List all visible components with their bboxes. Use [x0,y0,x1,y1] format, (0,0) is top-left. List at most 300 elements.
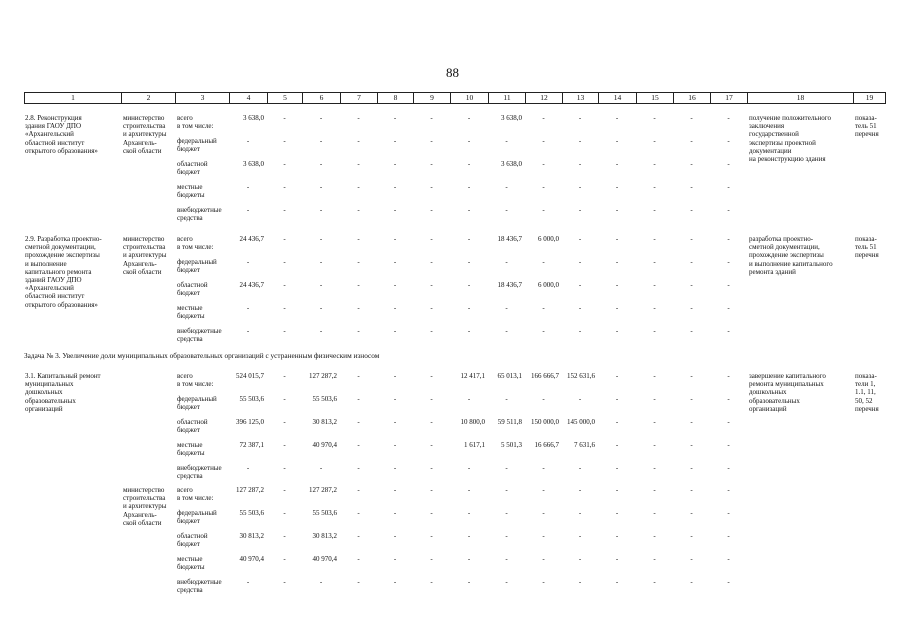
funding-value: - [467,160,471,168]
measure-name: 3.1. Капитальный ремонт муниципальных дошкольных образовательных организаций [25,372,101,413]
funding-value: - [615,509,619,517]
funding-value: - [578,114,582,122]
funding-value: - [690,281,693,289]
funding-value: - [578,509,582,517]
funding-value: - [578,578,582,586]
funding-value: 18 436,7 [497,281,522,289]
funding-value: 6 000,0 [538,281,559,289]
funding-value: - [319,327,323,335]
funding-value: - [653,532,656,540]
funding-value: 55 503,6 [239,509,264,517]
funding-value: - [393,183,397,191]
funding-value: 524 015,7 [236,372,264,380]
funding-value: - [467,137,471,145]
funding-value: - [653,183,656,191]
funding-value: - [727,464,730,472]
funding-value: - [505,304,508,312]
funding-value: - [283,578,286,586]
funding-value: - [615,304,619,312]
funding-value: - [578,486,582,494]
funding-value: - [727,137,730,145]
funding-value: - [393,486,397,494]
funding-value: - [615,578,619,586]
funding-value: - [690,183,693,191]
funding-value: - [393,160,397,168]
funding-value: - [615,418,619,426]
funding-source: внебюджетные средства [177,464,222,481]
funding-value: - [653,555,656,563]
funding-source: всего в том числе: [177,372,214,389]
funding-value: - [467,183,471,191]
funding-value: - [467,464,471,472]
funding-value: - [578,183,582,191]
funding-value: - [357,418,360,426]
funding-value: 127 287,2 [309,486,337,494]
funding-value: - [653,114,656,122]
funding-value: - [467,114,471,122]
funding-source: всего в том числе: [177,486,214,503]
funding-value: 24 436,7 [239,235,264,243]
funding-value: - [690,235,693,243]
funding-value: - [357,578,360,586]
funding-value: - [578,532,582,540]
column-number-7: 7 [341,93,378,104]
funding-value: - [578,464,582,472]
funding-value: - [283,532,286,540]
funding-value: - [283,395,286,403]
funding-value: - [283,258,286,266]
funding-value: - [690,137,693,145]
funding-value: 150 000,0 [531,418,559,426]
funding-value: - [615,114,619,122]
funding-value: - [467,304,471,312]
funding-value: - [615,160,619,168]
funding-value: - [727,578,730,586]
funding-value: - [430,532,433,540]
funding-value: - [357,160,360,168]
funding-value: - [505,532,508,540]
funding-value: - [319,114,323,122]
funding-value: - [653,160,656,168]
funding-value: - [615,206,619,214]
funding-value: - [653,464,656,472]
funding-value: - [578,281,582,289]
funding-value: - [357,281,360,289]
target-indicator: показа- тель 51 перечня [855,235,879,260]
funding-value: - [467,235,471,243]
funding-value: - [283,509,286,517]
funding-value: - [393,555,397,563]
funding-value: - [727,486,730,494]
funding-value: - [393,532,397,540]
funding-value: - [727,327,730,335]
funding-value: - [690,114,693,122]
funding-value: 3 638,0 [501,160,522,168]
funding-value: - [578,395,582,403]
funding-value: - [393,509,397,517]
funding-value: - [578,555,582,563]
funding-value: - [319,304,323,312]
funding-value: - [615,183,619,191]
funding-value: - [430,235,433,243]
funding-value: - [319,183,323,191]
funding-value: - [653,137,656,145]
funding-value: 59 511,8 [497,418,522,426]
expected-result: завершение капитального ремонта муниципальных дошкольных образовательных организаций [749,372,826,413]
funding-value: 30 813,2 [312,532,337,540]
funding-value: - [283,418,286,426]
funding-value: - [578,206,582,214]
funding-value: - [615,532,619,540]
funding-value: 12 417,1 [460,372,485,380]
column-number-19: 19 [854,93,886,104]
funding-value: 24 436,7 [239,281,264,289]
funding-value: - [542,114,545,122]
funding-value: - [653,258,656,266]
funding-value: 166 666,7 [531,372,559,380]
funding-value: - [578,160,582,168]
funding-value: - [653,418,656,426]
funding-value: 55 503,6 [312,509,337,517]
funding-value: - [727,304,730,312]
funding-value: - [430,206,433,214]
funding-value: - [653,304,656,312]
funding-value: - [542,258,545,266]
measure-name: 2.9. Разработка проектно- сметной документации, прохождение экспертизы и выполнение капитального ремонта зданий ГАОУ ДПО «Архангельский областной институт открытого образования» [25,235,102,309]
funding-value: - [727,395,730,403]
funding-value: - [505,183,508,191]
funding-value: - [357,235,360,243]
funding-value: - [246,258,250,266]
funding-value: - [319,160,323,168]
funding-value: - [467,486,471,494]
funding-value: - [467,555,471,563]
funding-value: - [727,183,730,191]
funding-value: - [467,578,471,586]
funding-value: - [246,183,250,191]
funding-value: - [357,532,360,540]
funding-value: - [283,441,286,449]
funding-value: - [690,206,693,214]
funding-source: областной бюджет [177,418,208,435]
funding-value: - [542,183,545,191]
funding-value: - [690,441,693,449]
column-number-18: 18 [748,93,854,104]
funding-value: - [542,486,545,494]
funding-value: 396 125,0 [236,418,264,426]
expected-result: получение положительного заключения государственной экспертизы проектной документации на реконструкцию здания [749,114,831,164]
measure-name: 2.8. Реконструкция здания ГАОУ ДПО «Архангельский областной институт открытого образования» [25,114,98,155]
funding-value: - [542,555,545,563]
column-number-header [24,92,886,104]
funding-value: - [578,137,582,145]
funding-value: - [430,137,433,145]
funding-value: - [357,258,360,266]
funding-value: - [727,441,730,449]
funding-value: - [283,464,286,472]
funding-value: - [283,327,286,335]
funding-value: - [319,258,323,266]
funding-value: - [430,160,433,168]
funding-value: - [615,395,619,403]
funding-value: - [578,327,582,335]
funding-value: - [393,372,397,380]
funding-value: - [615,327,619,335]
funding-value: - [319,281,323,289]
funding-value: - [467,258,471,266]
funding-value: - [430,486,433,494]
funding-value: - [283,304,286,312]
funding-value: 30 813,2 [239,532,264,540]
funding-value: 145 000,0 [567,418,595,426]
funding-value: - [615,486,619,494]
funding-value: - [653,441,656,449]
funding-value: - [393,258,397,266]
funding-value: - [615,235,619,243]
funding-value: - [393,114,397,122]
funding-value: - [690,555,693,563]
target-indicator: показа- тели 1, 1.1, 11, 50, 52 перечня [855,372,879,413]
funding-value: - [357,137,360,145]
funding-value: - [393,464,397,472]
funding-value: 18 436,7 [497,235,522,243]
funding-value: 40 970,4 [239,555,264,563]
funding-source: всего в том числе: [177,235,214,252]
funding-source: внебюджетные средства [177,578,222,595]
funding-value: 40 970,4 [312,555,337,563]
funding-value: - [505,258,508,266]
column-number-10: 10 [451,93,489,104]
funding-value: - [542,578,545,586]
funding-value: - [727,555,730,563]
executor: министерство строительства и архитектуры Архангель- ской области [123,114,167,155]
funding-value: 1 617,1 [464,441,485,449]
funding-value: - [430,395,433,403]
funding-value: 152 631,6 [567,372,595,380]
funding-value: - [542,532,545,540]
funding-value: - [430,555,433,563]
funding-value: - [690,418,693,426]
funding-value: - [393,327,397,335]
executor: министерство строительства и архитектуры Архангель- ской области [123,486,167,527]
funding-source: федеральный бюджет [177,509,217,526]
funding-value: - [393,235,397,243]
funding-value: - [393,206,397,214]
funding-value: - [505,395,508,403]
funding-value: - [690,464,693,472]
funding-value: - [430,578,433,586]
funding-value: - [357,327,360,335]
funding-value: - [467,281,471,289]
funding-value: - [246,304,250,312]
funding-value: 72 387,1 [239,441,264,449]
funding-source: местные бюджеты [177,183,205,200]
funding-value: 7 631,6 [574,441,595,449]
funding-value: - [615,441,619,449]
column-number-9: 9 [414,93,451,104]
funding-value: - [505,509,508,517]
funding-value: - [615,464,619,472]
column-number-17: 17 [711,93,748,104]
funding-value: - [283,206,286,214]
funding-value: - [430,183,433,191]
funding-value: - [542,327,545,335]
funding-value: - [727,372,730,380]
column-number-14: 14 [599,93,637,104]
funding-source: областной бюджет [177,532,208,549]
column-number-1: 1 [25,93,122,104]
funding-value: - [430,114,433,122]
funding-value: - [357,304,360,312]
column-number-3: 3 [176,93,230,104]
funding-value: - [615,137,619,145]
funding-value: - [319,235,323,243]
funding-value: - [319,464,323,472]
funding-value: - [505,486,508,494]
funding-value: 127 287,2 [309,372,337,380]
funding-value: - [246,464,250,472]
funding-value: - [542,137,545,145]
funding-value: - [653,235,656,243]
funding-value: - [727,160,730,168]
funding-value: 3 638,0 [243,160,264,168]
funding-value: - [542,509,545,517]
funding-value: - [690,327,693,335]
funding-value: 3 638,0 [243,114,264,122]
funding-source: внебюджетные средства [177,327,222,344]
funding-value: - [283,114,286,122]
funding-value: - [727,509,730,517]
executor: министерство строительства и архитектуры Архангель- ской области [123,235,167,276]
funding-value: 40 970,4 [312,441,337,449]
funding-source: внебюджетные средства [177,206,222,223]
funding-value: 3 638,0 [501,114,522,122]
funding-value: - [653,372,656,380]
funding-value: - [430,281,433,289]
funding-value: - [653,395,656,403]
funding-value: - [430,418,433,426]
funding-value: - [615,372,619,380]
funding-value: - [542,304,545,312]
funding-value: - [430,464,433,472]
expected-result: разработка проектно- сметной документации, прохождение экспертизы и выполнение капитального ремонта зданий [749,235,833,276]
funding-value: - [505,137,508,145]
funding-value: 127 287,2 [236,486,264,494]
funding-value: - [727,281,730,289]
funding-value: - [357,183,360,191]
funding-value: - [467,206,471,214]
target-indicator: показа- тель 51 перечня [855,114,879,139]
column-number-11: 11 [489,93,526,104]
page-number: 88 [446,65,459,80]
column-number-6: 6 [303,93,341,104]
funding-value: - [283,372,286,380]
funding-value: - [357,114,360,122]
funding-value: - [357,555,360,563]
funding-value: - [690,509,693,517]
funding-value: - [283,183,286,191]
column-number-2: 2 [122,93,176,104]
funding-value: - [578,235,582,243]
funding-value: - [505,464,508,472]
funding-source: федеральный бюджет [177,258,217,275]
funding-value: - [357,441,360,449]
column-number-5: 5 [268,93,303,104]
column-number-16: 16 [674,93,711,104]
funding-value: - [393,441,397,449]
funding-value: - [727,418,730,426]
funding-source: областной бюджет [177,281,208,298]
funding-value: - [505,555,508,563]
funding-value: - [690,532,693,540]
funding-value: - [653,281,656,289]
funding-value: - [357,509,360,517]
funding-value: - [467,532,471,540]
funding-value: - [319,206,323,214]
funding-value: - [653,206,656,214]
funding-value: - [246,327,250,335]
funding-value: - [393,281,397,289]
funding-value: - [578,258,582,266]
funding-value: - [393,395,397,403]
funding-value: 10 800,0 [460,418,485,426]
funding-value: - [615,555,619,563]
funding-value: - [690,372,693,380]
funding-value: - [690,578,693,586]
funding-value: 55 503,6 [312,395,337,403]
funding-value: 55 503,6 [239,395,264,403]
funding-value: - [690,258,693,266]
funding-value: - [283,555,286,563]
funding-value: - [727,235,730,243]
funding-value: - [393,304,397,312]
funding-value: - [467,509,471,517]
funding-value: 16 666,7 [534,441,559,449]
funding-value: 65 013,1 [497,372,522,380]
funding-value: - [246,578,250,586]
funding-value: - [505,578,508,586]
funding-value: - [357,395,360,403]
funding-value: - [727,258,730,266]
funding-value: - [690,160,693,168]
funding-value: - [615,281,619,289]
funding-value: - [653,486,656,494]
funding-value: - [727,114,730,122]
funding-value: - [505,327,508,335]
funding-value: - [578,304,582,312]
funding-value: - [653,327,656,335]
funding-value: - [505,206,508,214]
funding-value: - [542,464,545,472]
funding-value: - [430,509,433,517]
funding-value: - [283,281,286,289]
funding-value: - [283,486,286,494]
funding-value: - [393,578,397,586]
funding-value: 30 813,2 [312,418,337,426]
funding-value: - [467,395,471,403]
funding-value: - [393,137,397,145]
funding-value: - [357,372,360,380]
funding-value: - [430,372,433,380]
funding-value: - [615,258,619,266]
task-heading: Задача № 3. Увеличение доли муниципальных образовательных организаций с устраненным физическим износом [24,351,380,360]
funding-value: - [542,206,545,214]
funding-value: - [542,160,545,168]
funding-value: - [430,258,433,266]
funding-value: - [357,206,360,214]
funding-source: областной бюджет [177,160,208,177]
column-number-12: 12 [526,93,563,104]
